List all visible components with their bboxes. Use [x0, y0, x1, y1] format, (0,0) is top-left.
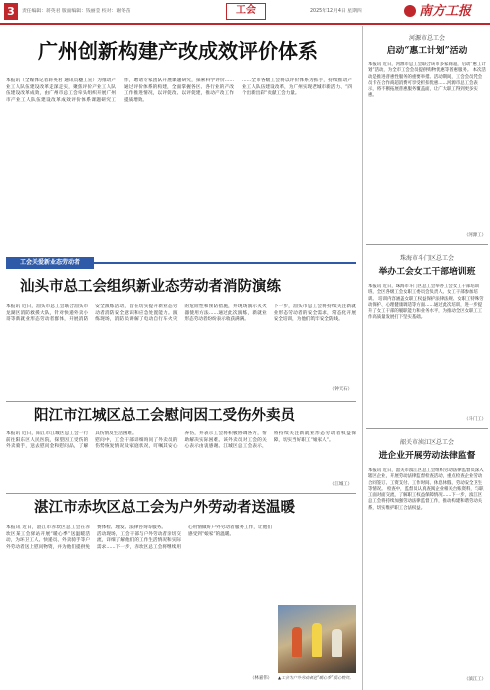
story-shantou-headline: 汕头市总工会组织新业态劳动者消防演练: [20, 278, 281, 295]
story-separator-2: [6, 493, 356, 494]
story-shantou-body: 本报讯 近日，汕头市总工会联合汕头市龙湖区消防救援大队，针对快递外卖小哥等新就业形态劳动者群体，开展消防安全演练活动，旨在切实提升新业态劳动者消防安全意识和应急处置能力。演练现场，消防员讲解了电动自行车火灾的危险性和预防措施，并现场演示灭火器使用方法……通过此次演练，新就业形态劳动者纷纷表示收获满满。 下一步，汕头市总工会将持续关注新就业形态劳动者的安全需求，常态化开展安全培训，为他们筑牢安全防线。: [6, 304, 356, 323]
side-zhenjiang-headline: 进企业开展劳动法律监督: [378, 451, 476, 461]
story-zhanjiang-photo: [278, 605, 356, 673]
side-doumen-body: 本报讯 近日，珠海市斗门区总工会举办工会女工干部培训班，全区各级工会女职工委员会负责人、女工干部参加培训。 培训内容涵盖女职工权益保护法律法规、女职工特殊劳动保护、心理健康调适等方面……通过此次培训，进一步提升了女工干部的履职能力和业务水平，为推动全区女职工工作高质量发展打下坚实基础。: [368, 284, 484, 321]
side-zhenjiang-signature: （浈江工）: [464, 677, 486, 682]
photo-figure-1: [292, 627, 302, 657]
story-zhanjiang-photo-caption: ▲工会为户外劳动者送“暖心季”爱心物资。: [278, 675, 354, 680]
feature-band: [0, 257, 360, 269]
paper-logo-text: 南方工报: [419, 4, 472, 19]
page-number-badge: 3: [4, 3, 18, 20]
story-shantou: [0, 270, 360, 400]
side-separator-2: [366, 428, 488, 429]
side-separator-1: [366, 244, 488, 245]
side-zhenjiang-body: 本报讯 近日，韶关市浈江区总工会组织劳动法律监督员深入辖区企业，开展劳动法律监督检查活动，重点检查企业劳动合同签订、工资支付、工作时间、休息休假、劳动安全卫生等情况。 检查中，监督员认真查阅企业相关台账资料，与职工面对面交流，了解职工权益保障情况……下一步，浈江区总工会将持续加强劳动法律监督工作，推动构建和谐劳动关系，切实维护职工合法权益。: [368, 468, 484, 511]
side-heyuan-signature: （河源工）: [464, 233, 486, 238]
lead-body: 本报讯（全媒体记者蒋英君 通讯员穗工宣）为推动产业工人队伍建设改革走深走实，聚焦评价产业工人队伍建设改革成效，由广州市总工会牵头组织开展广州市产业工人队伍建设改革成效评价体系课题研究工作，聘请专家团队开展课题研究，探索科学评价……通过评价体系的构建，全面掌握各区、各行业的产改工作推进情况，以评促改、以评促建，推动产改工作提质增效。 ……全市各级工会将以评价体系为抓手，持续推动产业工人队伍建设改革，为广州实现老城市新活力、“四个出新出彩”贡献工会力量。: [6, 78, 352, 103]
side-doumen-headline: 举办工会女工干部培训班: [378, 267, 476, 277]
side-zhenjiang-supertitle: 韶关市浈江区总工会: [399, 439, 454, 446]
lead-story: [0, 26, 360, 256]
column-divider: [362, 26, 363, 690]
side-story-doumen: [364, 246, 490, 426]
masthead-editor-meta: 责任编辑：蒋英君 版面编辑：钱丽莹 校对：谢冬苗: [22, 9, 131, 14]
feature-band-line: [94, 262, 356, 264]
story-zhanjiang: [0, 495, 360, 690]
story-yangjiang-body: 本报讯 近日，阳江市江城区总工会一行前往阳东区人民医院，探望因工受伤的外卖骑手，送去慰问金和慰问品，了解其伤情及生活困难。 慰问中，工会干部详细询问了外卖员的伤势恢复情况及家庭状况，叮嘱其安心养伤，并表示工会将积极协调各方，帮助解决实际困难。该外卖员对工会的关心表示由衷感谢。江城区总工会表示，将持续关注新就业形态劳动者权益保障，切实当好职工“娘家人”。: [6, 431, 356, 450]
side-heyuan-body: 本报讯 近日，河源市总工会联合该市多家商超，启动“惠工计划”活动，为全市工会会员提供购物优惠等普惠服务。 本次活动是推进普惠性服务的重要举措。活动期间，工会会员凭会员卡在合作商超消费可享受折扣优惠……河源市总工会表示，将不断拓展普惠服务覆盖面，让广大职工得到更多实惠。: [368, 62, 486, 99]
story-yangjiang-headline: 阳江市江城区总工会慰问因工受伤外卖员: [34, 407, 295, 424]
section-label: 工会: [226, 3, 266, 20]
masthead-date: 2025年12月4日 星期四: [310, 9, 362, 14]
story-separator: [6, 401, 356, 402]
paper-logo: [404, 2, 488, 21]
side-story-zhenjiang: [364, 430, 490, 688]
side-column: [364, 26, 490, 690]
story-zhanjiang-body: 本报讯 近日，湛江市赤坎区总工会在赤坎区某工会驿站开展“暖心季”送温暖活动，为环卫工人、快递员、外卖骑手等户外劳动者送上慰问物资，并为他们提供免费体检、理发、法律咨询等服务。 活动现场，工会干部与户外劳动者亲切交流，详细了解他们的工作生活情况和实际需求……下一步，赤坎区总工会将继续用心用情做好户外劳动者服务工作，让他们感受到“娘家”的温暖。: [6, 525, 272, 550]
side-doumen-supertitle: 珠海市斗门区总工会: [399, 255, 454, 262]
lead-headline: 广州创新构建产改成效评价体系: [38, 39, 318, 63]
story-yangjiang-signature: （江城工）: [330, 482, 352, 487]
side-story-heyuan: [364, 30, 490, 242]
photo-figure-3: [332, 629, 342, 657]
story-zhanjiang-headline: 湛江市赤坎区总工会为户外劳动者送温暖: [34, 499, 295, 516]
story-shantou-signature: （钟天石）: [330, 387, 352, 392]
story-zhanjiang-signature: （林嘉伟）: [250, 676, 272, 681]
story-yangjiang: [0, 403, 360, 491]
side-heyuan-supertitle: 河源市总工会: [408, 35, 445, 42]
masthead-rule: [0, 23, 490, 25]
side-heyuan-headline: 启动“惠工计划”活动: [386, 46, 468, 56]
photo-figure-2: [312, 623, 322, 657]
paper-logo-mark: [404, 5, 416, 17]
side-doumen-signature: （斗门工）: [464, 417, 486, 422]
feature-band-label: 工会关爱新业态劳动者: [6, 257, 94, 269]
